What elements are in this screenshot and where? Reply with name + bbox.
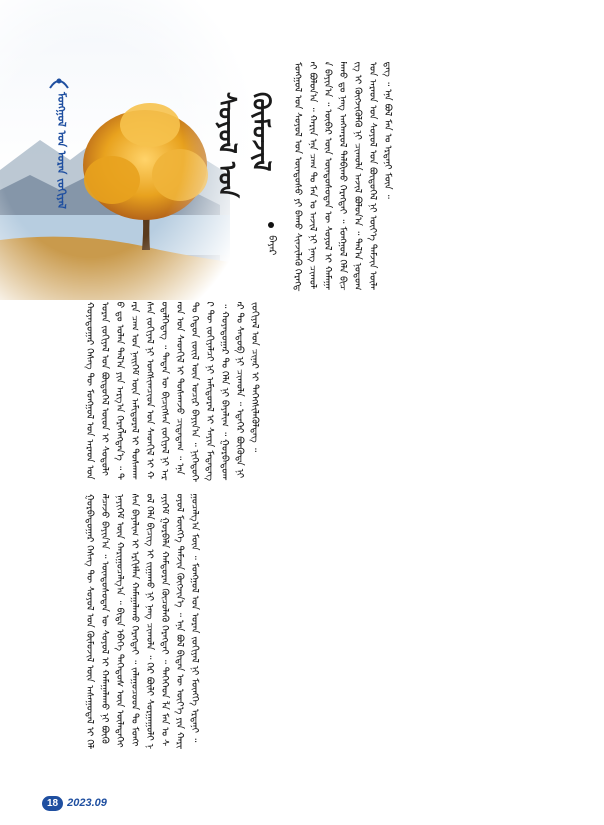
text-block-middle (82, 302, 537, 482)
ornament-icon (48, 76, 70, 90)
page-number: 18 (42, 796, 63, 811)
text-block-upper (290, 62, 530, 292)
page-footer (42, 792, 107, 814)
magazine-title: ᠮᠣᠩᠭᠣᠯ ᠤᠨ ᠤᠷᠠᠨ ᠵᠣᠬᠢᠶᠠᠯ (55, 92, 68, 209)
paragraph: ᠭᠤᠷᠪᠠᠳᠤᠭᠠᠷ ᠬᠡᠰᠡᠭ ᠲᠦ ᠰᠣᠶᠣᠯ ᠤᠨ ᠬᠥᠮᠦᠵᠢᠯ ᠦᠨ ᠠᠰᠠᠭᠤᠳᠠᠯ ᠢ ᠬᠡᠯᠡᠯᠴᠡᠵᠦ ᠪᠠᠶᠢᠨ᠎ᠠ ᠃ ᠦᠨᠳᠦᠰᠦᠲᠡᠨ ᠦ ᠰᠣᠶᠣᠯ ᠢ ᠬᠠᠮᠠᠭᠠᠯᠠᠬᠤ ᠨᠢ ᠪᠦᠬᠦ ᠨᠡᠶᠢᠭᠡᠮ ᠦᠨ ᠬᠠᠷᠢᠭᠤᠴᠠᠯᠭ᠎ᠠ ᠃ ᠪᠢᠳᠡ ᠡᠪᠡᠭᠡ ᠳᠡᠭᠡᠳᠦᠰ ᠦᠨ ᠦᠯᠡᠳᠡᠭᠡᠭᠰᠡᠨ ᠪᠠᠶᠠᠯᠢᠭ ᠢ ᠡᠷᠬᠢᠮᠯᠡᠨ ᠬᠠᠮᠠᠭᠠᠯᠠᠬᠤ ᠬᠡᠷᠡᠭᠲᠡᠢ ᠃ ᠵᠠᠯᠠᠭᠤᠴᠤᠳ ᠲᠤ ᠮᠣᠩᠭᠣᠯ ᠬᠡᠯᠡ ᠪᠢᠴᠢᠭ ᠢ ᠵᠢᠭᠠᠬᠤ ᠨᠢ ᠨᠡᠩ ᠴᠢᠬᠤᠯᠠ ᠃ ᠭᠡᠷ ᠪᠦᠯᠢ ᠰᠤᠷᠭᠠᠭᠤᠯᠢ ᠨᠡᠶᠢᠭᠡᠮ ᠭᠤᠷᠪᠠᠯᠠ ᠬᠠᠮᠲᠤᠷᠠᠨ ᠬᠦᠴᠦᠯᠡᠬᠦ ᠬᠡᠷᠡᠭᠲᠡᠢ ᠃ ᠲᠡᠭᠡᠭᠡᠳ ᠯᠡ ᠮᠠᠨ ᠤ ᠰᠣᠶᠣᠯ ᠮᠥᠩᠬᠡ ᠳᠠᠮᠵᠢᠨ ᠬᠥᠭᠵᠢᠨ᠎ᠡ ᠃ ᠡᠨᠡ ᠪᠣᠯ ᠪᠢᠳᠡᠨ ᠦ ᠦᠶ᠎ᠡ ᠶᠢᠨ ᠬᠠᠷᠢᠭᠤᠴᠠᠯᠭ᠎ᠠ ᠮᠥᠨ ᠃ ᠮᠣᠩᠭᠣᠯ ᠤᠨ ᠤᠷᠠᠨ ᠵᠣᠬᠢᠶᠠᠯ ᠨᠢ ᠮᠥᠩᠬᠡ ᠡᠷᠳᠡᠨᠢ ᠃ (84, 494, 200, 749)
author-byline (262, 222, 278, 292)
text-block-lower (82, 494, 537, 749)
paragraph: ᠮᠣᠩᠭᠣᠯ ᠤᠨ ᠰᠣᠶᠣᠯ ᠤᠨ ᠦᠨᠳᠦᠰᠦ ᠶᠢ ᠪᠠᠬᠤ ᠰᠢᠨᠵᠢᠯᠡᠬᠦ ᠬᠡᠷᠡᠭᠲᠡᠢ ᠪᠣᠯᠤᠨ᠎ᠠ ᠃ ᠬᠠᠷᠢᠨ ᠡᠨᠡ ᠴᠠᠭ ᠲᠤ ᠮᠠᠨ ᠤ ᠠᠵᠢᠯ ᠨᠢ ᠨᠡᠩ ᠴᠢᠬᠤᠯᠠ ᠪᠠᠶᠢᠨ᠎ᠠ ᠃ ᠥᠪᠡᠷ ᠦᠨ ᠦᠨᠳᠦᠰᠦᠲᠡᠨ ᠦ ᠰᠣᠶᠣᠯ ᠢ ᠬᠠᠮᠠᠭᠠᠯᠠᠬᠤ ᠳᠤ ᠨᠡᠩ ᠠᠩᠬᠠᠷᠤᠯ ᠲᠠᠯᠪᠢᠬᠤ ᠬᠡᠷᠡᠭᠲᠡᠢ ᠃ ᠮᠣᠩᠭᠣᠯ ᠬᠡᠯᠡ ᠪᠢᠴᠢᠭ ᠢ ᠬᠥᠭᠵᠢᠭᠦᠯᠬᠦ ᠨᠢ ᠴᠢᠬᠤᠯᠠ ᠠᠵᠢᠯ ᠪᠣᠯᠤᠨ᠎ᠠ ᠃ ᠲᠠᠯ᠎ᠠ ᠨᠤᠲᠤᠭ ᠤᠨ ᠠᠷᠠᠳ ᠤᠨ ᠰᠣᠶᠣᠯ ᠤᠨ ᠪᠦᠲᠦᠭᠡᠯ ᠨᠢ ᠦᠶ᠎ᠡ ᠳᠠᠮᠵᠢᠨ ᠦᠯᠡᠳᠡᠭ ᠃ ᠡᠨᠡ ᠪᠣᠯ ᠮᠠᠨ ᠤ ᠡᠷᠳᠡᠨᠢ ᠮᠥᠨ ᠃ (292, 62, 393, 291)
issue-date: 2023.09 (67, 797, 107, 809)
author-name: ᠪᠠᠶᠠᠷ (266, 235, 277, 256)
bullet-icon (268, 222, 274, 228)
paragraph: ᠬᠣᠶᠠᠳᠤᠭᠠᠷ ᠬᠡᠰᠡᠭ ᠲᠦ ᠮᠣᠩᠭᠣᠯ ᠤᠨ ᠠᠷᠠᠳ ᠤᠨ ᠤᠷᠠᠨ ᠵᠣᠬᠢᠶᠠᠯ ᠤᠨ ᠪᠦᠲᠦᠭᠡᠯ ᠦᠳ ᠢ ᠰᠤᠳᠤᠯᠬᠤ ᠳᠤ ᠣᠯᠠᠨ ᠲᠠᠯ᠎ᠠ ᠶᠢᠨ ᠠᠷᠭ᠎ᠠ ᠬᠡᠷᠡᠭᠯᠡᠭᠳᠡᠨ᠎ᠡ ᠃ ᠲᠡᠷᠡ ᠴᠠᠭ ᠤᠨ ᠨᠡᠢᠭᠡᠮ ᠦᠨ ᠠᠮᠢᠳᠤᠷᠠᠯ ᠢ ᠲᠤᠰᠬᠠᠭᠰᠠᠨ ᠵᠣᠬᠢᠶᠠᠯ ᠨᠢ ᠤᠩᠰᠢᠭᠴᠢᠳ ᠤᠨ ᠰᠡᠳᠬᠢᠯ ᠢ ᠬᠥᠳᠡᠯᠭᠡᠳᠡᠭ ᠃ ᠲᠡᠳᠡᠨ ᠦ ᠪᠢᠴᠢᠭᠰᠡᠨ ᠵᠣᠬᠢᠶᠠᠯ ᠨᠢ ᠠᠷᠠᠳ ᠤᠨ ᠰᠡᠳᠬᠢᠯ ᠢ ᠲᠤᠰᠬᠠᠵᠤ ᠴᠢᠳᠠᠳᠠᠭ ᠃ ᠡᠨᠡ ᠲᠤ ᠬᠡᠳᠦᠨ ᠵᠦᠢᠯ ᠦᠨ ᠤᠴᠢᠷ ᠪᠠᠶᠢᠨ᠎ᠠ ᠃ ᠨᠢᠭᠡᠳᠦᠭᠡᠷ ᠲᠦ ᠵᠣᠬᠢᠶᠠᠯᠴᠢ ᠨᠢ ᠠᠮᠢᠳᠤᠷᠠᠯ ᠢ ᠰᠠᠶᠢᠨ ᠮᠡᠳᠡᠳᠡᠭ ᠃ ᠬᠣᠶᠠᠳᠤᠭᠠᠷ ᠲᠤ ᠬᠡᠯᠡ ᠨᠢ ᠪᠠᠶᠠᠯᠢᠭ ᠃ ᠭᠤᠷᠪᠠᠳᠤᠭᠠᠷ ᠲᠤ ᠰᠡᠳᠦᠪ ᠨᠢ ᠴᠢᠬᠤᠯᠠ ᠃ ᠡᠳᠡᠭᠡᠷ ᠪᠦᠭᠦᠳᠡ ᠨᠢ ᠵᠣᠬᠢᠶᠠᠯ ᠤᠨ ᠴᠢᠨᠠᠷ ᠢ ᠳᠡᠭᠡᠭᠰᠢᠯᠡᠭᠦᠯᠳᠡᠭ ᠃ (84, 302, 260, 482)
article-title: ᠰᠣᠶᠣᠯ ᠤᠨ ᠬᠥᠮᠦᠵᠢᠯ (213, 92, 276, 198)
